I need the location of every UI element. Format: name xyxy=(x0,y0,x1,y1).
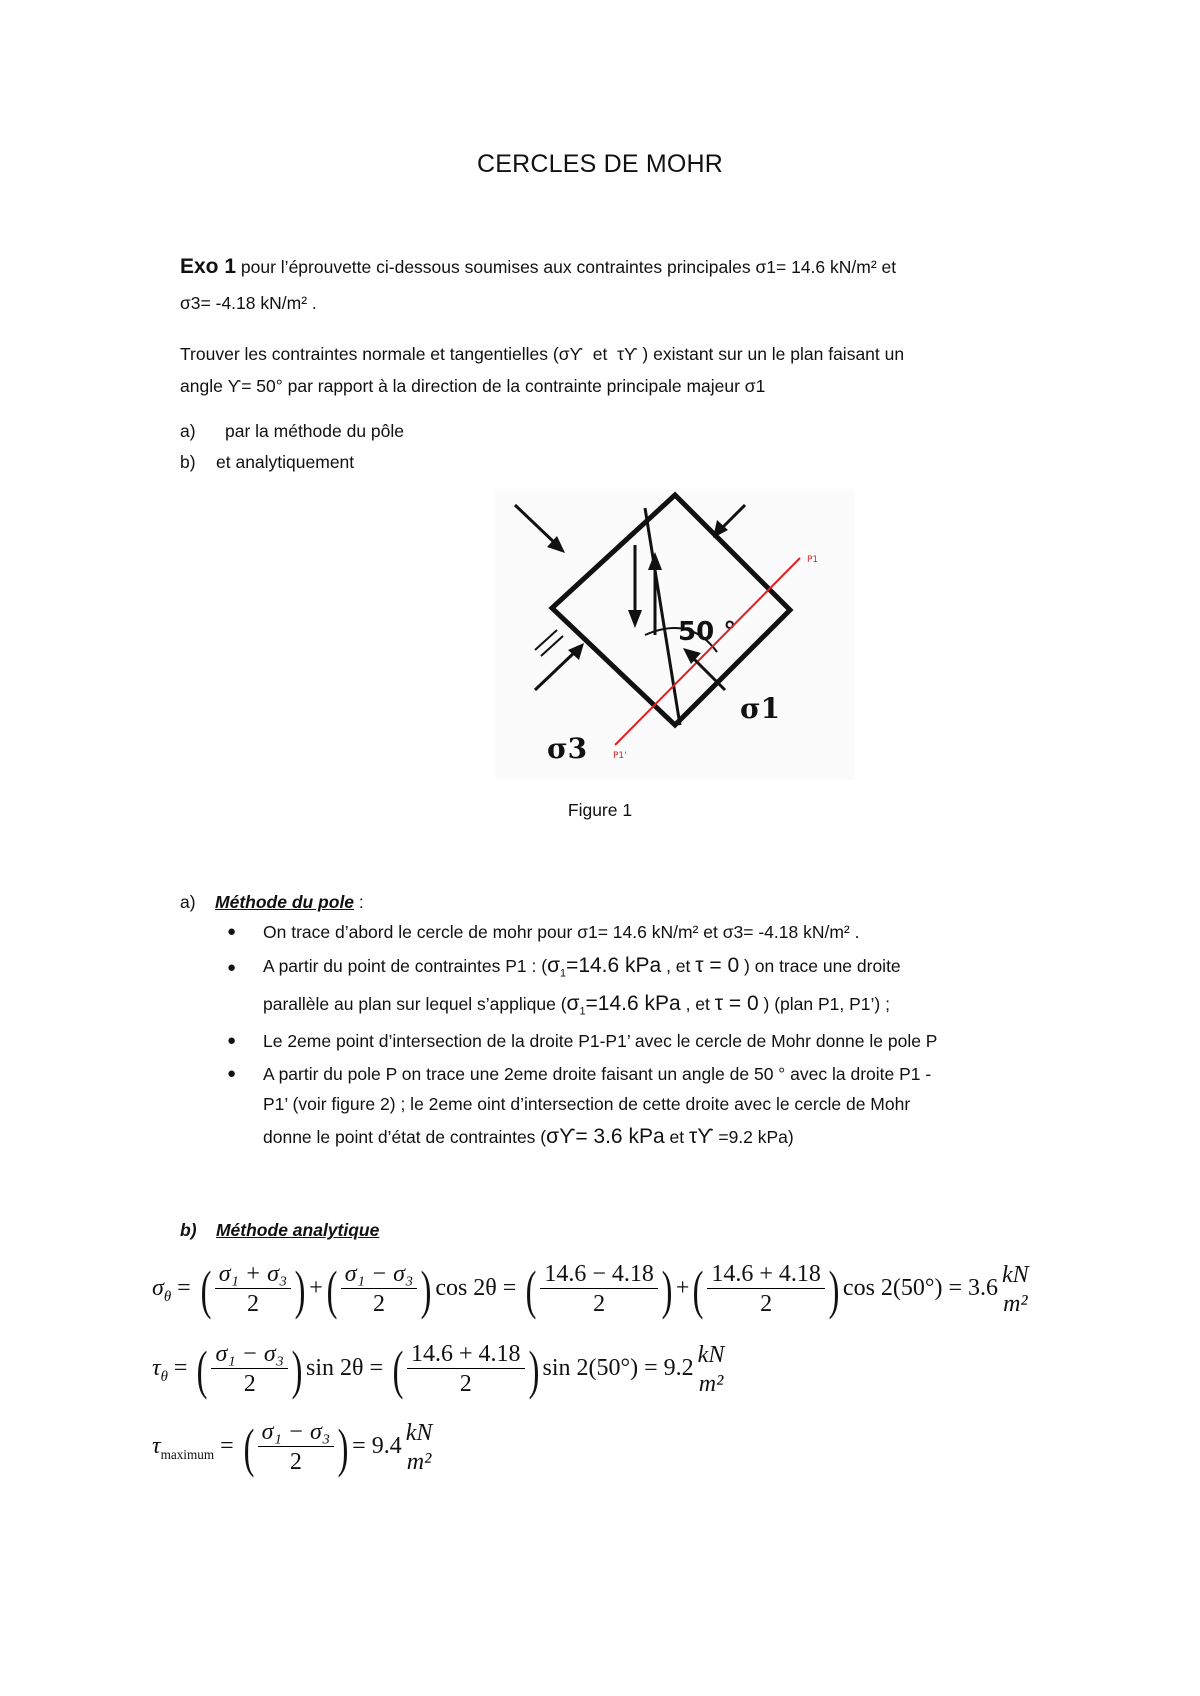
tau-value: τ = 0 xyxy=(695,954,740,977)
eq-cos2theta: cos 2θ = xyxy=(435,1275,517,1302)
bullet-2-sep: , et xyxy=(661,956,696,976)
frac-num-diff: σ₁ − σ₃ xyxy=(341,1260,418,1289)
eq-plus: + xyxy=(675,1275,690,1302)
bullet-4-line-2: P1’ (voir figure 2) ; le 2eme oint d’intersection de cette droite avec le cercle de Mohr xyxy=(263,1094,911,1114)
exo-label: Exo 1 xyxy=(180,255,237,278)
eq-tau: τ xyxy=(152,1433,161,1460)
sigma-subscript: 1 xyxy=(560,967,567,980)
section-b-heading xyxy=(180,1219,379,1241)
eq-sin-result: sin 2(50°) = 9.2 xyxy=(542,1355,694,1382)
bullet-2-line2-sep: , et xyxy=(680,994,715,1014)
sigma-value: =14.6 kPa xyxy=(585,992,681,1015)
section-a-title: Méthode du pole xyxy=(215,892,355,912)
equation-sigma-theta: $\sigma_\theta$ = ( $\frac{\text{σ₁ + σ₃}}{2}$ ) +( $\frac{\text{σ₁ − σ₃}}{2}$ ) cos 2θ = ( $\frac{14.6 - 4.18}{2}$ ) +( $\frac{14.6 + 4.18}{2}$ ) cos 2(50°) = 3.6 kN m² xyxy=(152,1260,1033,1319)
bullet-dot: ● xyxy=(227,959,237,976)
sigma-y-symbol: σϒ xyxy=(546,1125,576,1148)
sigma-symbol: σ xyxy=(566,992,580,1015)
section-b-marker: b) xyxy=(180,1220,197,1240)
list-marker-a: a) xyxy=(180,421,196,441)
page-title: CERCLES DE MOHR xyxy=(476,150,724,178)
eq-equals: = xyxy=(171,1275,191,1302)
unit-kn: kN xyxy=(405,1419,433,1446)
exo-et: et xyxy=(592,344,608,364)
frac-den: 2 xyxy=(593,1291,606,1317)
sigma-subscript: 1 xyxy=(579,1005,586,1018)
eq-cos-result: cos 2(50°) = 3.6 xyxy=(842,1275,999,1302)
tau-value: τ = 0 xyxy=(714,992,759,1015)
unit-m2: m² xyxy=(698,1370,724,1397)
sigma1-label: σ1 xyxy=(740,692,781,725)
section-b-title: Méthode analytique xyxy=(215,1220,380,1240)
equation-tau-max: $\tau_{maximum}$ = ( $\frac{\text{σ₁ − σ₃}}{2}$ ) = 9.4 kN m² xyxy=(152,1418,436,1477)
bullet-1-text: On trace d’abord le cercle de mohr pour σ1= 14.6 kN/m² et σ3= -4.18 kN/m² . xyxy=(263,922,860,942)
bullet-2-line-2 xyxy=(263,993,890,1023)
frac-num-sum: σ₁ + σ₃ xyxy=(215,1260,292,1289)
unit-m2: m² xyxy=(1003,1290,1028,1317)
tau-y-symbol: τϒ xyxy=(688,1125,714,1148)
equation-tau-theta: $\tau_\theta$ = ( $\frac{\text{σ₁ − σ₃}}{2}$ ) sin 2θ = ( $\frac{14.6 + 4.18}{2}$ ) sin 2(50°) = 9.2 kN m² xyxy=(152,1340,728,1399)
unit-m2: m² xyxy=(406,1448,432,1475)
eq-maximum-sub: maximum xyxy=(160,1446,215,1462)
bullet-4-et: et xyxy=(664,1127,689,1147)
bullet-dot: ● xyxy=(227,923,237,940)
bullet-4-text-a: donne le point d’état de contraintes ( xyxy=(263,1127,547,1147)
eq-sigma: σ xyxy=(152,1275,164,1302)
eq-theta-sub: θ xyxy=(160,1368,168,1385)
tau-y-symbol: τϒ xyxy=(617,344,638,364)
frac-num-1: 14.6 − 4.18 xyxy=(540,1260,658,1289)
angle-label: 50 ° xyxy=(678,617,737,647)
exo-text-1: pour l’éprouvette ci-dessous soumises aux contraintes principales σ1= 14.6 kN/m² et xyxy=(240,257,897,277)
list-marker-b: b) xyxy=(180,452,196,472)
frac-den: 2 xyxy=(459,1371,472,1397)
p1-label: P1 xyxy=(807,555,819,565)
sigma-value: =14.6 kPa xyxy=(566,954,662,977)
eq-max-result: = 9.4 xyxy=(352,1433,402,1460)
bullet-dot: ● xyxy=(227,1032,237,1049)
frac-num-diff: σ₁ − σ₃ xyxy=(258,1418,335,1447)
exo-line-3 xyxy=(180,343,904,365)
exo-line-4: angle ϒ= 50° par rapport à la direction de la contrainte principale majeur σ1 xyxy=(180,376,766,396)
list-item-a: par la méthode du pôle xyxy=(225,421,405,441)
section-a-heading xyxy=(180,891,364,913)
frac-den: 2 xyxy=(243,1371,256,1397)
figure-caption: Figure 1 xyxy=(567,800,633,820)
list-item-b: et analytiquement xyxy=(216,452,355,472)
sigma-symbol: σ xyxy=(547,954,561,977)
sigma-y-symbol: σϒ xyxy=(558,344,584,364)
bullet-2-text-b: ) on trace une droite xyxy=(739,956,901,976)
bullet-dot: ● xyxy=(227,1065,237,1082)
section-a-colon: : xyxy=(354,892,364,912)
figure-1-diagram xyxy=(495,490,855,780)
eq-sin2theta: sin 2θ = xyxy=(305,1355,384,1382)
section-a-marker: a) xyxy=(180,892,196,912)
exo-text-3a: Trouver les contraintes normale et tangentielles ( xyxy=(180,344,559,364)
eq-tau: τ xyxy=(152,1355,161,1382)
p1-prime-label: P1' xyxy=(613,751,627,761)
frac-den: 2 xyxy=(246,1291,259,1317)
frac-den: 2 xyxy=(760,1291,773,1317)
bullet-4-text-end: =9.2 kPa) xyxy=(713,1127,794,1147)
frac-den: 2 xyxy=(289,1449,302,1475)
eq-theta-sub: θ xyxy=(163,1288,172,1305)
exo-line-1 xyxy=(180,256,896,278)
frac-den: 2 xyxy=(373,1291,386,1317)
bullet-4-line-3 xyxy=(263,1126,794,1148)
bullet-2-line2-text-a: parallèle au plan sur lequel s’applique ( xyxy=(263,994,567,1014)
sigma3-label: σ3 xyxy=(547,732,588,765)
bullet-2-line-1 xyxy=(263,955,901,985)
bullet-2-text-a: A partir du point de contraintes P1 : ( xyxy=(263,956,548,976)
sigma-y-value: = 3.6 kPa xyxy=(575,1125,665,1148)
bullet-4-line-1: A partir du pole P on trace une 2eme droite faisant un angle de 50 ° avec la droite P1 - xyxy=(263,1064,932,1084)
bullet-2-line2-text-b: ) (plan P1, P1’) ; xyxy=(758,994,890,1014)
frac-num-diff: σ₁ − σ₃ xyxy=(211,1340,288,1369)
eq-equals: = xyxy=(167,1355,188,1382)
eq-plus: + xyxy=(309,1275,323,1302)
unit-kn: kN xyxy=(697,1341,725,1368)
exo-line-2: σ3= -4.18 kN/m² . xyxy=(180,293,317,313)
eq-equals: = xyxy=(214,1433,234,1460)
frac-num-2: 14.6 + 4.18 xyxy=(407,1340,525,1369)
bullet-3-text: Le 2eme point d’intersection de la droite P1-P1’ avec le cercle de Mohr donne le pole P xyxy=(263,1031,938,1051)
frac-num-2: 14.6 + 4.18 xyxy=(707,1260,825,1289)
unit-kn: kN xyxy=(1002,1261,1029,1288)
exo-text-3b: ) existant sur un le plan faisant un xyxy=(642,344,905,364)
